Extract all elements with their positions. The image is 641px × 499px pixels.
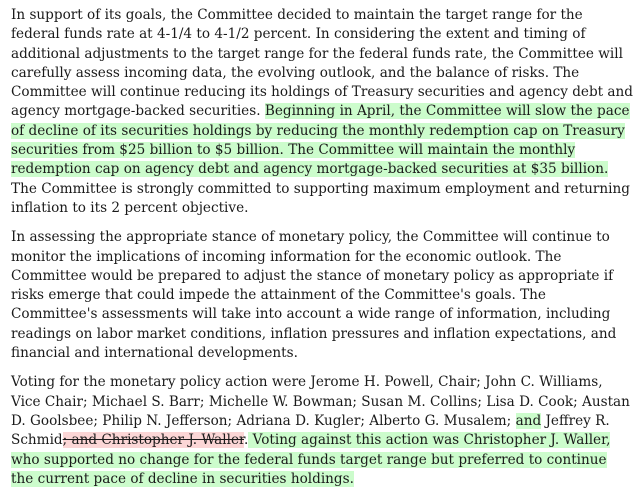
inserted-text-redemption-cap: Beginning in April, the Committee will slow the pace of decline of its securities holdings by reducing the monthly redemption cap on Treasury securities from $25 billion to $5 billion. The Committee will maintain the monthly redemption cap on agency debt and agency mortgage-backed securities at $35 billion. xyxy=(11,103,630,178)
paragraph-stance-text: In assessing the appropriate stance of monetary policy, the Committee will continue to monitor the implications of incoming information for the economic outlook. The Committee would be prepared to adjust the stance of monetary policy as appropriate if risks emerge that could impede the attainment of the Committee's goals. The Committee's assessments will take into account a wide range of information, including readings on labor market conditions, inflation pressures and inflation expectations, and financial and international developments. xyxy=(11,229,617,362)
statement-document xyxy=(11,6,633,499)
inserted-text-and: and xyxy=(515,412,542,429)
paragraph-policy-text: In support of its goals, the Committee decided to maintain the target range for the federal funds rate at 4-1/4 to 4-1/2 percent. In considering the extent and timing of additional adjustments to the target range for the federal funds rate, the Committee will carefully assess incoming data, the evolving outlook, and the balance of risks. The Committee will continue reducing its holdings of Treasury securities and agency debt and agency mortgage-backed securities. xyxy=(11,7,633,120)
paragraph-policy-decision xyxy=(11,6,633,218)
paragraph-policy-text-end: The Committee is strongly committed to supporting maximum employment and returning inflation to its 2 percent objective. xyxy=(11,180,630,216)
voting-members-text: Voting for the monetary policy action were Jerome H. Powell, Chair; John C. Williams, Vice Chair; Michael S. Barr; Michelle W. Bowman; Susan M. Collins; Lisa D. Cook; Austan D. Goolsbee; Philip N. Jefferson; Adriana D. Kugler; Alberto G. Musalem; xyxy=(11,374,630,429)
inserted-text-dissent: Voting against this action was Christopher J. Waller, who supported no change for the federal funds target range but preferred to continue the current pace of decline in securities holdings. xyxy=(11,432,611,487)
paragraph-voting xyxy=(11,373,633,489)
voting-member-schmid: Jeffrey R. Schmid xyxy=(11,412,610,449)
paragraph-policy-stance xyxy=(11,228,633,363)
deleted-text-waller: ; and Christopher J. Waller xyxy=(62,432,245,449)
voting-period: . xyxy=(244,432,249,449)
